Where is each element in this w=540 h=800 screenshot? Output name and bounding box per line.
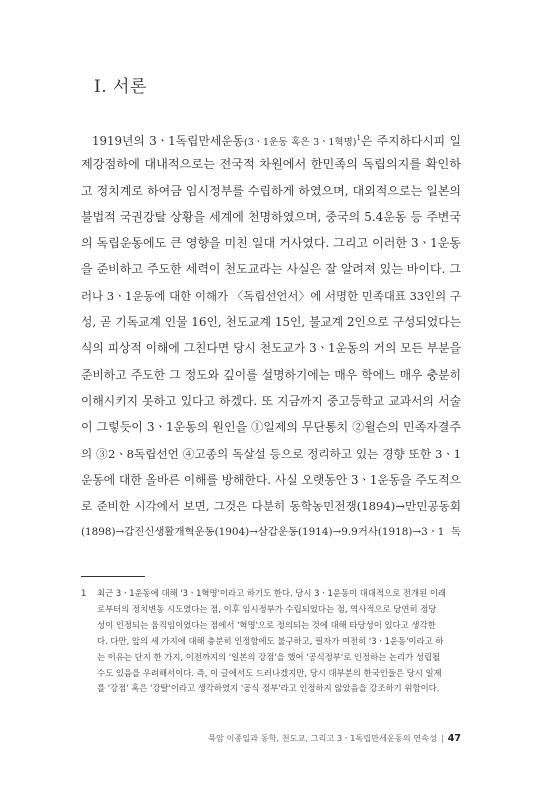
body-paragraph (81, 125, 461, 546)
body-line-15: 로 준비한 시각에서 보면, 그것은 다분히 동학농민전쟁(1894)→만민공동회 (81, 499, 461, 514)
running-title: 묵암 이종일과 동학, 천도교, 그리고 3ㆍ1독립만세운동의 연속성 (208, 733, 437, 743)
body-line-1-text-end: 은 주지하다시피 일 (360, 133, 462, 148)
page-number: 47 (447, 733, 461, 744)
body-line-6: 을 준비하고 주도한 세력이 천도교라는 사실은 잘 알려져 있는 바이다. 그 (81, 262, 461, 277)
footnote-line: 최근 3ㆍ1운동에 대해 '3ㆍ1혁명'이라고 하기도 한다. 당시 3ㆍ1운동이 대대적으로 전개된 이래 (97, 588, 447, 598)
footer-separator: | (441, 733, 444, 743)
body-line-1-text: 1919년의 3ㆍ1독립만세운동 (92, 133, 245, 148)
body-line-12: 이 그렇듯이 3ㆍ1운동의 원인을 ①일제의 무단통치 ②윌슨의 민족자결주 (81, 420, 461, 435)
body-line-5: 의 독립운동에도 큰 영향을 미친 일대 거사였다. 그리고 이러한 3ㆍ1운동 (81, 236, 461, 251)
inline-note: (3ㆍ1운동 혹은 3ㆍ1혁명) (244, 136, 357, 148)
section-title: Ⅰ. 서론 (94, 77, 147, 97)
footnote-line: 로부터의 정치변동 시도였다는 점, 이후 임시정부가 수립되었다는 점, 역사적으로 당연히 정당 (97, 603, 437, 614)
body-line-9: 식의 피상적 이해에 그친다면 당시 천도교가 3ㆍ1운동의 거의 모든 부분을 (81, 341, 461, 356)
body-line-13: 의 ③2ㆍ8독립선언 ④고종의 독살설 등으로 정리하고 있는 경향 또한 3ㆍ1 (81, 446, 461, 461)
body-line-3: 고 정치계로 하여금 임시정부를 수립하게 하였으며, 대외적으로는 일본의 (81, 183, 461, 198)
footnote-body (81, 586, 461, 697)
body-line-4: 불법적 국권강탈 상황을 세계에 천명하였으며, 중국의 5.4운동 등 주변국 (81, 209, 461, 224)
body-line-1 (81, 125, 461, 151)
body-line-16: (1898)→갑진신생활개혁운동(1904)→삼갑운동(1914)→9.9거사(1918)→3ㆍ1 독 (81, 526, 461, 539)
footnote-number: 1 (81, 588, 87, 598)
body-line-10: 준비하고 주도한 그 정도와 깊이를 설명하기에는 매우 학에느 매우 충분히 (81, 367, 461, 382)
footnote-line: 다. 다만, 앞의 세 가지에 대해 충분히 인정함에도 불구하고, 필자가 여전히 '3ㆍ1운동'이라고 하 (97, 635, 444, 646)
footnote (81, 586, 461, 697)
running-footer (208, 733, 461, 744)
body-line-2: 제강점하에 대내적으로는 전국적 차원에서 한민족의 독립의지를 확인하 (81, 157, 461, 172)
body-line-14: 운동에 대한 올바른 이해를 방해한다. 사실 오랫동안 3ㆍ1운동을 주도적으 (81, 472, 461, 487)
footnote-line: 는 이유는 단지 한 가지, 이전까지의 '일본의 강점'을 했어 '공식정부'로 인정하는 논리가 성립될 (97, 651, 441, 662)
footnote-line: 를 '강점' 혹은 '강탈'이라고 생각하였지 '공식 정부'라고 인정하지 않았음을 강조하기 위함이다. (97, 683, 440, 694)
footnote-line: 수도 있음을 우려해서이다. 즉, 이 글에서도 드러나겠지만, 당시 대부분의 한국인들은 당시 일제 (97, 667, 442, 678)
footnote-ref[interactable]: 1 (356, 134, 361, 142)
footnote-line: 성이 인정되는 움직임이었다는 점에서 '혁명'으로 정의되는 것에 대해 타당성이 있다고 생각한 (97, 619, 436, 630)
footnote-divider (81, 576, 145, 577)
body-line-8: 성, 곧 기독교계 인물 16인, 천도교계 15인, 불교계 2인으로 구성되었다는 (81, 315, 461, 330)
body-line-11: 이해시키지 못하고 있다고 하겠다. 또 지금까지 중고등학교 교과서의 서술 (81, 393, 461, 408)
body-line-7: 러나 3ㆍ1운동에 대한 이해가 〈독립선언서〉에 서명한 민족대표 33인의 구 (81, 288, 461, 303)
